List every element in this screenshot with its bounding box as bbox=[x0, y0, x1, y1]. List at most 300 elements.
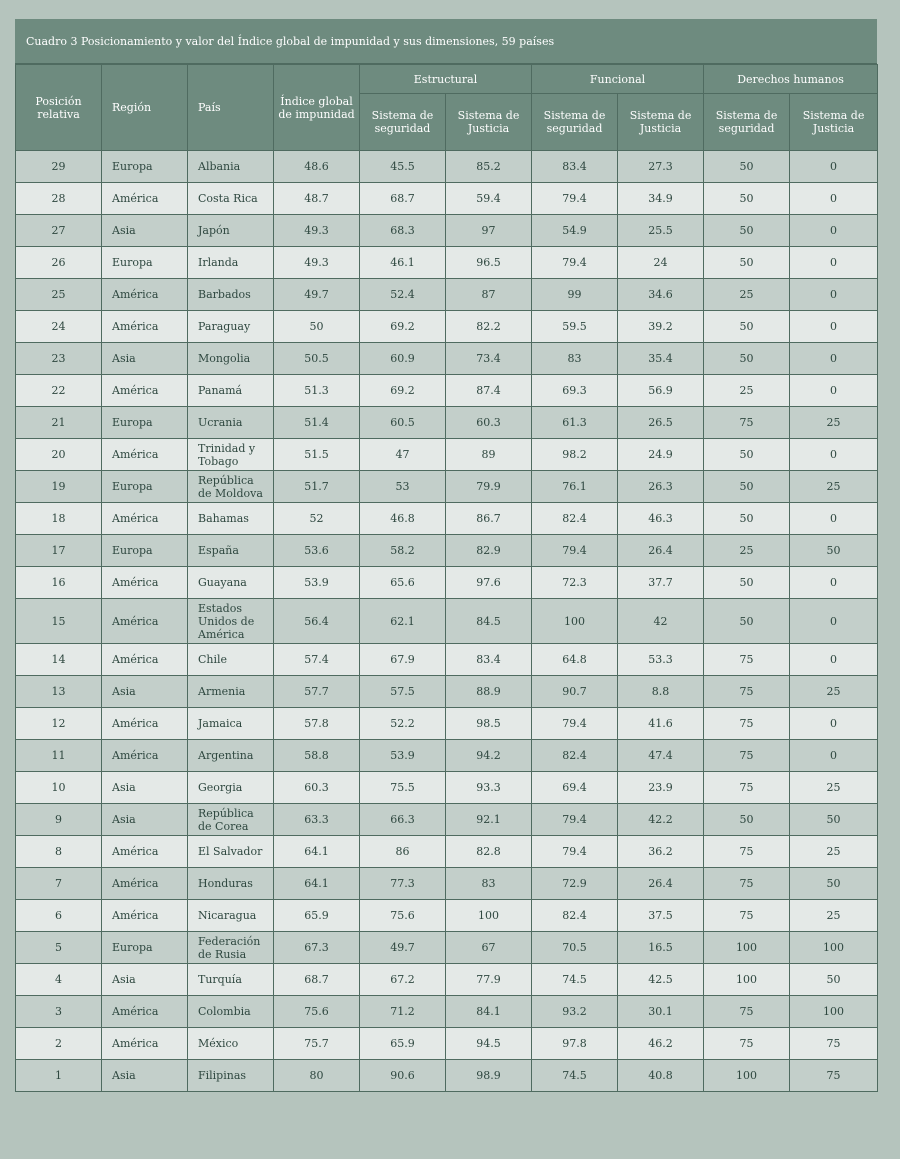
cell-funcional-justicia: 26.3 bbox=[618, 471, 704, 503]
cell-funcional-justicia: 40.8 bbox=[618, 1060, 704, 1092]
cell-funcional-justicia: 8.8 bbox=[618, 676, 704, 708]
cell-funcional-seguridad: 54.9 bbox=[532, 215, 618, 247]
cell-indice: 53.6 bbox=[274, 535, 360, 567]
cell-estructural-seguridad: 52.4 bbox=[360, 279, 446, 311]
cell-derechos-seguridad: 75 bbox=[704, 900, 790, 932]
cell-estructural-justicia: 92.1 bbox=[446, 804, 532, 836]
cell-estructural-seguridad: 60.5 bbox=[360, 407, 446, 439]
cell-indice: 51.5 bbox=[274, 439, 360, 471]
cell-derechos-seguridad: 75 bbox=[704, 996, 790, 1028]
cell-derechos-seguridad: 50 bbox=[704, 151, 790, 183]
cell-estructural-seguridad: 66.3 bbox=[360, 804, 446, 836]
cell-pais: Mongolia bbox=[188, 343, 274, 375]
cell-funcional-seguridad: 72.3 bbox=[532, 567, 618, 599]
cell-region: América bbox=[102, 183, 188, 215]
cell-funcional-justicia: 46.3 bbox=[618, 503, 704, 535]
cell-estructural-justicia: 97.6 bbox=[446, 567, 532, 599]
cell-region: América bbox=[102, 740, 188, 772]
cell-derechos-seguridad: 50 bbox=[704, 311, 790, 343]
cell-indice: 57.8 bbox=[274, 708, 360, 740]
cell-estructural-seguridad: 67.2 bbox=[360, 964, 446, 996]
table-row bbox=[16, 868, 878, 900]
cell-posicion: 17 bbox=[16, 535, 102, 567]
cell-pais: Georgia bbox=[188, 772, 274, 804]
cell-derechos-seguridad: 50 bbox=[704, 599, 790, 644]
cell-region: América bbox=[102, 1028, 188, 1060]
cell-derechos-justicia: 25 bbox=[790, 772, 878, 804]
cell-estructural-justicia: 94.5 bbox=[446, 1028, 532, 1060]
cell-pais: Argentina bbox=[188, 740, 274, 772]
cell-region: Asia bbox=[102, 772, 188, 804]
cell-derechos-seguridad: 50 bbox=[704, 567, 790, 599]
cell-estructural-justicia: 86.7 bbox=[446, 503, 532, 535]
cell-derechos-justicia: 0 bbox=[790, 708, 878, 740]
cell-estructural-justicia: 96.5 bbox=[446, 247, 532, 279]
cell-derechos-seguridad: 75 bbox=[704, 1028, 790, 1060]
cell-region: América bbox=[102, 599, 188, 644]
table-row bbox=[16, 1060, 878, 1092]
table-row bbox=[16, 247, 878, 279]
cell-indice: 57.7 bbox=[274, 676, 360, 708]
cell-funcional-seguridad: 79.4 bbox=[532, 183, 618, 215]
cell-derechos-seguridad: 75 bbox=[704, 644, 790, 676]
cell-derechos-seguridad: 75 bbox=[704, 676, 790, 708]
table-row bbox=[16, 535, 878, 567]
cell-funcional-justicia: 37.5 bbox=[618, 900, 704, 932]
cell-estructural-justicia: 100 bbox=[446, 900, 532, 932]
cell-estructural-seguridad: 90.6 bbox=[360, 1060, 446, 1092]
cell-indice: 49.3 bbox=[274, 215, 360, 247]
cell-estructural-justicia: 60.3 bbox=[446, 407, 532, 439]
cell-pais: República de Corea bbox=[188, 804, 274, 836]
cell-indice: 50.5 bbox=[274, 343, 360, 375]
cell-funcional-justicia: 47.4 bbox=[618, 740, 704, 772]
cell-region: América bbox=[102, 644, 188, 676]
cell-estructural-justicia: 67 bbox=[446, 932, 532, 964]
cell-derechos-seguridad: 50 bbox=[704, 804, 790, 836]
cell-derechos-seguridad: 75 bbox=[704, 407, 790, 439]
cell-estructural-justicia: 98.5 bbox=[446, 708, 532, 740]
header-estructural-seguridad: Sistema de seguridad bbox=[360, 94, 446, 151]
cell-indice: 51.4 bbox=[274, 407, 360, 439]
cell-derechos-seguridad: 50 bbox=[704, 439, 790, 471]
cell-posicion: 24 bbox=[16, 311, 102, 343]
cell-estructural-justicia: 83 bbox=[446, 868, 532, 900]
cell-posicion: 18 bbox=[16, 503, 102, 535]
cell-funcional-seguridad: 61.3 bbox=[532, 407, 618, 439]
cell-funcional-justicia: 26.5 bbox=[618, 407, 704, 439]
table-row bbox=[16, 375, 878, 407]
cell-indice: 60.3 bbox=[274, 772, 360, 804]
cell-derechos-justicia: 0 bbox=[790, 740, 878, 772]
cell-region: Asia bbox=[102, 1060, 188, 1092]
cell-funcional-seguridad: 79.4 bbox=[532, 247, 618, 279]
cell-estructural-seguridad: 68.7 bbox=[360, 183, 446, 215]
cell-funcional-justicia: 46.2 bbox=[618, 1028, 704, 1060]
cell-derechos-seguridad: 50 bbox=[704, 247, 790, 279]
cell-funcional-justicia: 42.5 bbox=[618, 964, 704, 996]
cell-posicion: 26 bbox=[16, 247, 102, 279]
cell-funcional-justicia: 25.5 bbox=[618, 215, 704, 247]
cell-pais: México bbox=[188, 1028, 274, 1060]
cell-derechos-justicia: 75 bbox=[790, 1028, 878, 1060]
cell-indice: 57.4 bbox=[274, 644, 360, 676]
cell-derechos-seguridad: 75 bbox=[704, 708, 790, 740]
cell-funcional-seguridad: 79.4 bbox=[532, 836, 618, 868]
cell-posicion: 8 bbox=[16, 836, 102, 868]
header-derechos-justicia: Sistema de Justicia bbox=[790, 94, 878, 151]
cell-derechos-justicia: 25 bbox=[790, 900, 878, 932]
table-row bbox=[16, 644, 878, 676]
cell-pais: Costa Rica bbox=[188, 183, 274, 215]
cell-indice: 75.6 bbox=[274, 996, 360, 1028]
cell-estructural-seguridad: 69.2 bbox=[360, 375, 446, 407]
table-row bbox=[16, 503, 878, 535]
cell-estructural-seguridad: 53 bbox=[360, 471, 446, 503]
cell-estructural-justicia: 93.3 bbox=[446, 772, 532, 804]
cell-pais: Estados Unidos de América bbox=[188, 599, 274, 644]
cell-pais: Irlanda bbox=[188, 247, 274, 279]
cell-derechos-justicia: 0 bbox=[790, 215, 878, 247]
cell-funcional-seguridad: 98.2 bbox=[532, 439, 618, 471]
cell-region: América bbox=[102, 279, 188, 311]
table-row bbox=[16, 407, 878, 439]
cell-estructural-seguridad: 68.3 bbox=[360, 215, 446, 247]
cell-estructural-justicia: 79.9 bbox=[446, 471, 532, 503]
header-funcional-seguridad: Sistema de seguridad bbox=[532, 94, 618, 151]
cell-funcional-justicia: 39.2 bbox=[618, 311, 704, 343]
cell-region: América bbox=[102, 311, 188, 343]
header-indice: Índice global de impunidad bbox=[274, 65, 360, 151]
table-header bbox=[16, 65, 878, 151]
cell-estructural-seguridad: 60.9 bbox=[360, 343, 446, 375]
cell-posicion: 5 bbox=[16, 932, 102, 964]
cell-estructural-seguridad: 75.5 bbox=[360, 772, 446, 804]
cell-funcional-seguridad: 76.1 bbox=[532, 471, 618, 503]
header-posicion: Posición relativa bbox=[16, 65, 102, 151]
cell-pais: El Salvador bbox=[188, 836, 274, 868]
cell-funcional-seguridad: 82.4 bbox=[532, 900, 618, 932]
cell-derechos-seguridad: 75 bbox=[704, 836, 790, 868]
cell-posicion: 23 bbox=[16, 343, 102, 375]
cell-funcional-justicia: 53.3 bbox=[618, 644, 704, 676]
cell-posicion: 21 bbox=[16, 407, 102, 439]
cell-estructural-seguridad: 67.9 bbox=[360, 644, 446, 676]
table-row bbox=[16, 567, 878, 599]
cell-derechos-justicia: 100 bbox=[790, 996, 878, 1028]
header-pais: País bbox=[188, 65, 274, 151]
cell-region: América bbox=[102, 439, 188, 471]
cell-indice: 56.4 bbox=[274, 599, 360, 644]
cell-funcional-justicia: 34.6 bbox=[618, 279, 704, 311]
cell-estructural-seguridad: 65.9 bbox=[360, 1028, 446, 1060]
cell-funcional-justicia: 30.1 bbox=[618, 996, 704, 1028]
cell-indice: 49.7 bbox=[274, 279, 360, 311]
cell-funcional-seguridad: 82.4 bbox=[532, 740, 618, 772]
cell-derechos-justicia: 100 bbox=[790, 932, 878, 964]
cell-funcional-seguridad: 93.2 bbox=[532, 996, 618, 1028]
cell-estructural-seguridad: 49.7 bbox=[360, 932, 446, 964]
cell-derechos-seguridad: 75 bbox=[704, 740, 790, 772]
cell-estructural-seguridad: 45.5 bbox=[360, 151, 446, 183]
cell-derechos-justicia: 25 bbox=[790, 407, 878, 439]
cell-estructural-justicia: 89 bbox=[446, 439, 532, 471]
table-row bbox=[16, 471, 878, 503]
cell-indice: 65.9 bbox=[274, 900, 360, 932]
cell-derechos-justicia: 25 bbox=[790, 676, 878, 708]
cell-posicion: 2 bbox=[16, 1028, 102, 1060]
cell-indice: 49.3 bbox=[274, 247, 360, 279]
cell-derechos-seguridad: 100 bbox=[704, 964, 790, 996]
header-derechos-seguridad: Sistema de seguridad bbox=[704, 94, 790, 151]
header-estructural: Estructural bbox=[360, 65, 532, 94]
table-row bbox=[16, 439, 878, 471]
cell-estructural-seguridad: 86 bbox=[360, 836, 446, 868]
table-row bbox=[16, 676, 878, 708]
cell-pais: Barbados bbox=[188, 279, 274, 311]
cell-derechos-justicia: 0 bbox=[790, 279, 878, 311]
cell-estructural-justicia: 82.9 bbox=[446, 535, 532, 567]
cell-estructural-seguridad: 77.3 bbox=[360, 868, 446, 900]
cell-posicion: 29 bbox=[16, 151, 102, 183]
cell-funcional-seguridad: 79.4 bbox=[532, 804, 618, 836]
cell-funcional-seguridad: 64.8 bbox=[532, 644, 618, 676]
table-row bbox=[16, 804, 878, 836]
cell-pais: Honduras bbox=[188, 868, 274, 900]
cell-funcional-justicia: 27.3 bbox=[618, 151, 704, 183]
cell-indice: 64.1 bbox=[274, 868, 360, 900]
cell-pais: Trinidad y Tobago bbox=[188, 439, 274, 471]
header-funcional: Funcional bbox=[532, 65, 704, 94]
cell-derechos-justicia: 0 bbox=[790, 567, 878, 599]
cell-funcional-seguridad: 100 bbox=[532, 599, 618, 644]
cell-pais: Armenia bbox=[188, 676, 274, 708]
cell-estructural-justicia: 84.5 bbox=[446, 599, 532, 644]
cell-estructural-justicia: 77.9 bbox=[446, 964, 532, 996]
cell-indice: 58.8 bbox=[274, 740, 360, 772]
cell-estructural-seguridad: 47 bbox=[360, 439, 446, 471]
cell-funcional-justicia: 35.4 bbox=[618, 343, 704, 375]
cell-pais: Colombia bbox=[188, 996, 274, 1028]
cell-region: Europa bbox=[102, 932, 188, 964]
cell-pais: Filipinas bbox=[188, 1060, 274, 1092]
cell-estructural-seguridad: 65.6 bbox=[360, 567, 446, 599]
cell-posicion: 4 bbox=[16, 964, 102, 996]
header-derechos-humanos: Derechos humanos bbox=[704, 65, 878, 94]
cell-derechos-seguridad: 75 bbox=[704, 868, 790, 900]
cell-funcional-justicia: 41.6 bbox=[618, 708, 704, 740]
cell-derechos-justicia: 0 bbox=[790, 599, 878, 644]
cell-pais: Federación de Rusia bbox=[188, 932, 274, 964]
cell-pais: República de Moldova bbox=[188, 471, 274, 503]
cell-estructural-seguridad: 46.1 bbox=[360, 247, 446, 279]
table-row bbox=[16, 932, 878, 964]
cell-estructural-seguridad: 53.9 bbox=[360, 740, 446, 772]
cell-pais: Guayana bbox=[188, 567, 274, 599]
cell-funcional-justicia: 26.4 bbox=[618, 535, 704, 567]
cell-posicion: 12 bbox=[16, 708, 102, 740]
header-region: Región bbox=[102, 65, 188, 151]
header-estructural-justicia: Sistema de Justicia bbox=[446, 94, 532, 151]
cell-funcional-seguridad: 99 bbox=[532, 279, 618, 311]
cell-posicion: 25 bbox=[16, 279, 102, 311]
table-row bbox=[16, 183, 878, 215]
cell-estructural-seguridad: 46.8 bbox=[360, 503, 446, 535]
table-row bbox=[16, 599, 878, 644]
cell-pais: Bahamas bbox=[188, 503, 274, 535]
cell-funcional-seguridad: 74.5 bbox=[532, 964, 618, 996]
cell-indice: 80 bbox=[274, 1060, 360, 1092]
cell-region: Europa bbox=[102, 151, 188, 183]
cell-estructural-seguridad: 62.1 bbox=[360, 599, 446, 644]
cell-pais: Albania bbox=[188, 151, 274, 183]
cell-region: América bbox=[102, 567, 188, 599]
cell-derechos-justicia: 50 bbox=[790, 535, 878, 567]
cell-posicion: 22 bbox=[16, 375, 102, 407]
cell-posicion: 20 bbox=[16, 439, 102, 471]
cell-derechos-seguridad: 50 bbox=[704, 343, 790, 375]
cell-posicion: 28 bbox=[16, 183, 102, 215]
table-row bbox=[16, 215, 878, 247]
cell-derechos-justicia: 50 bbox=[790, 868, 878, 900]
table-row bbox=[16, 964, 878, 996]
cell-indice: 53.9 bbox=[274, 567, 360, 599]
cell-derechos-seguridad: 25 bbox=[704, 535, 790, 567]
cell-region: América bbox=[102, 708, 188, 740]
cell-posicion: 15 bbox=[16, 599, 102, 644]
cell-indice: 48.7 bbox=[274, 183, 360, 215]
cell-estructural-justicia: 94.2 bbox=[446, 740, 532, 772]
cell-derechos-justicia: 50 bbox=[790, 964, 878, 996]
cell-estructural-justicia: 98.9 bbox=[446, 1060, 532, 1092]
cell-indice: 75.7 bbox=[274, 1028, 360, 1060]
cell-pais: Paraguay bbox=[188, 311, 274, 343]
cell-estructural-seguridad: 69.2 bbox=[360, 311, 446, 343]
cell-indice: 52 bbox=[274, 503, 360, 535]
table-row bbox=[16, 740, 878, 772]
cell-derechos-seguridad: 50 bbox=[704, 471, 790, 503]
cell-funcional-seguridad: 97.8 bbox=[532, 1028, 618, 1060]
cell-derechos-justicia: 0 bbox=[790, 151, 878, 183]
cell-posicion: 14 bbox=[16, 644, 102, 676]
cell-funcional-justicia: 23.9 bbox=[618, 772, 704, 804]
cell-region: América bbox=[102, 868, 188, 900]
cell-derechos-justicia: 0 bbox=[790, 247, 878, 279]
cell-estructural-seguridad: 57.5 bbox=[360, 676, 446, 708]
cell-indice: 51.7 bbox=[274, 471, 360, 503]
cell-funcional-justicia: 36.2 bbox=[618, 836, 704, 868]
cell-estructural-justicia: 87.4 bbox=[446, 375, 532, 407]
cell-funcional-seguridad: 72.9 bbox=[532, 868, 618, 900]
cell-indice: 68.7 bbox=[274, 964, 360, 996]
cell-funcional-justicia: 42.2 bbox=[618, 804, 704, 836]
cell-funcional-justicia: 24 bbox=[618, 247, 704, 279]
cell-estructural-justicia: 73.4 bbox=[446, 343, 532, 375]
cell-derechos-seguridad: 25 bbox=[704, 279, 790, 311]
cell-posicion: 27 bbox=[16, 215, 102, 247]
cell-region: Europa bbox=[102, 247, 188, 279]
cell-derechos-justicia: 0 bbox=[790, 183, 878, 215]
impunity-table bbox=[15, 64, 878, 1092]
cell-estructural-seguridad: 75.6 bbox=[360, 900, 446, 932]
cell-posicion: 16 bbox=[16, 567, 102, 599]
table-row bbox=[16, 708, 878, 740]
table-body bbox=[16, 151, 878, 1092]
cell-estructural-seguridad: 71.2 bbox=[360, 996, 446, 1028]
cell-region: América bbox=[102, 836, 188, 868]
table-row bbox=[16, 772, 878, 804]
cell-region: Asia bbox=[102, 804, 188, 836]
cell-estructural-justicia: 83.4 bbox=[446, 644, 532, 676]
cell-region: América bbox=[102, 375, 188, 407]
cell-region: América bbox=[102, 996, 188, 1028]
cell-pais: Japón bbox=[188, 215, 274, 247]
cell-derechos-justicia: 0 bbox=[790, 439, 878, 471]
cell-region: América bbox=[102, 900, 188, 932]
cell-posicion: 19 bbox=[16, 471, 102, 503]
cell-estructural-justicia: 59.4 bbox=[446, 183, 532, 215]
cell-estructural-seguridad: 52.2 bbox=[360, 708, 446, 740]
table-frame bbox=[15, 19, 877, 1092]
cell-posicion: 3 bbox=[16, 996, 102, 1028]
cell-funcional-justicia: 26.4 bbox=[618, 868, 704, 900]
cell-derechos-justicia: 0 bbox=[790, 503, 878, 535]
cell-posicion: 13 bbox=[16, 676, 102, 708]
cell-indice: 50 bbox=[274, 311, 360, 343]
cell-posicion: 10 bbox=[16, 772, 102, 804]
cell-pais: España bbox=[188, 535, 274, 567]
table-row bbox=[16, 836, 878, 868]
cell-funcional-seguridad: 74.5 bbox=[532, 1060, 618, 1092]
cell-derechos-seguridad: 100 bbox=[704, 1060, 790, 1092]
cell-region: Europa bbox=[102, 471, 188, 503]
table-row bbox=[16, 1028, 878, 1060]
table-row bbox=[16, 900, 878, 932]
cell-funcional-seguridad: 83.4 bbox=[532, 151, 618, 183]
cell-derechos-justicia: 0 bbox=[790, 644, 878, 676]
cell-estructural-seguridad: 58.2 bbox=[360, 535, 446, 567]
cell-funcional-seguridad: 69.3 bbox=[532, 375, 618, 407]
cell-estructural-justicia: 97 bbox=[446, 215, 532, 247]
cell-posicion: 7 bbox=[16, 868, 102, 900]
cell-indice: 67.3 bbox=[274, 932, 360, 964]
cell-estructural-justicia: 82.2 bbox=[446, 311, 532, 343]
cell-posicion: 11 bbox=[16, 740, 102, 772]
cell-pais: Jamaica bbox=[188, 708, 274, 740]
cell-derechos-seguridad: 50 bbox=[704, 215, 790, 247]
cell-region: Asia bbox=[102, 964, 188, 996]
cell-posicion: 9 bbox=[16, 804, 102, 836]
cell-estructural-justicia: 82.8 bbox=[446, 836, 532, 868]
cell-funcional-seguridad: 69.4 bbox=[532, 772, 618, 804]
cell-funcional-seguridad: 79.4 bbox=[532, 535, 618, 567]
cell-region: Europa bbox=[102, 535, 188, 567]
cell-indice: 63.3 bbox=[274, 804, 360, 836]
cell-estructural-justicia: 85.2 bbox=[446, 151, 532, 183]
cell-derechos-justicia: 0 bbox=[790, 343, 878, 375]
cell-derechos-seguridad: 25 bbox=[704, 375, 790, 407]
cell-derechos-seguridad: 50 bbox=[704, 503, 790, 535]
cell-derechos-justicia: 50 bbox=[790, 804, 878, 836]
cell-region: Europa bbox=[102, 407, 188, 439]
cell-posicion: 6 bbox=[16, 900, 102, 932]
cell-funcional-justicia: 56.9 bbox=[618, 375, 704, 407]
cell-derechos-justicia: 25 bbox=[790, 836, 878, 868]
header-funcional-justicia: Sistema de Justicia bbox=[618, 94, 704, 151]
table-row bbox=[16, 343, 878, 375]
cell-indice: 51.3 bbox=[274, 375, 360, 407]
cell-funcional-justicia: 24.9 bbox=[618, 439, 704, 471]
